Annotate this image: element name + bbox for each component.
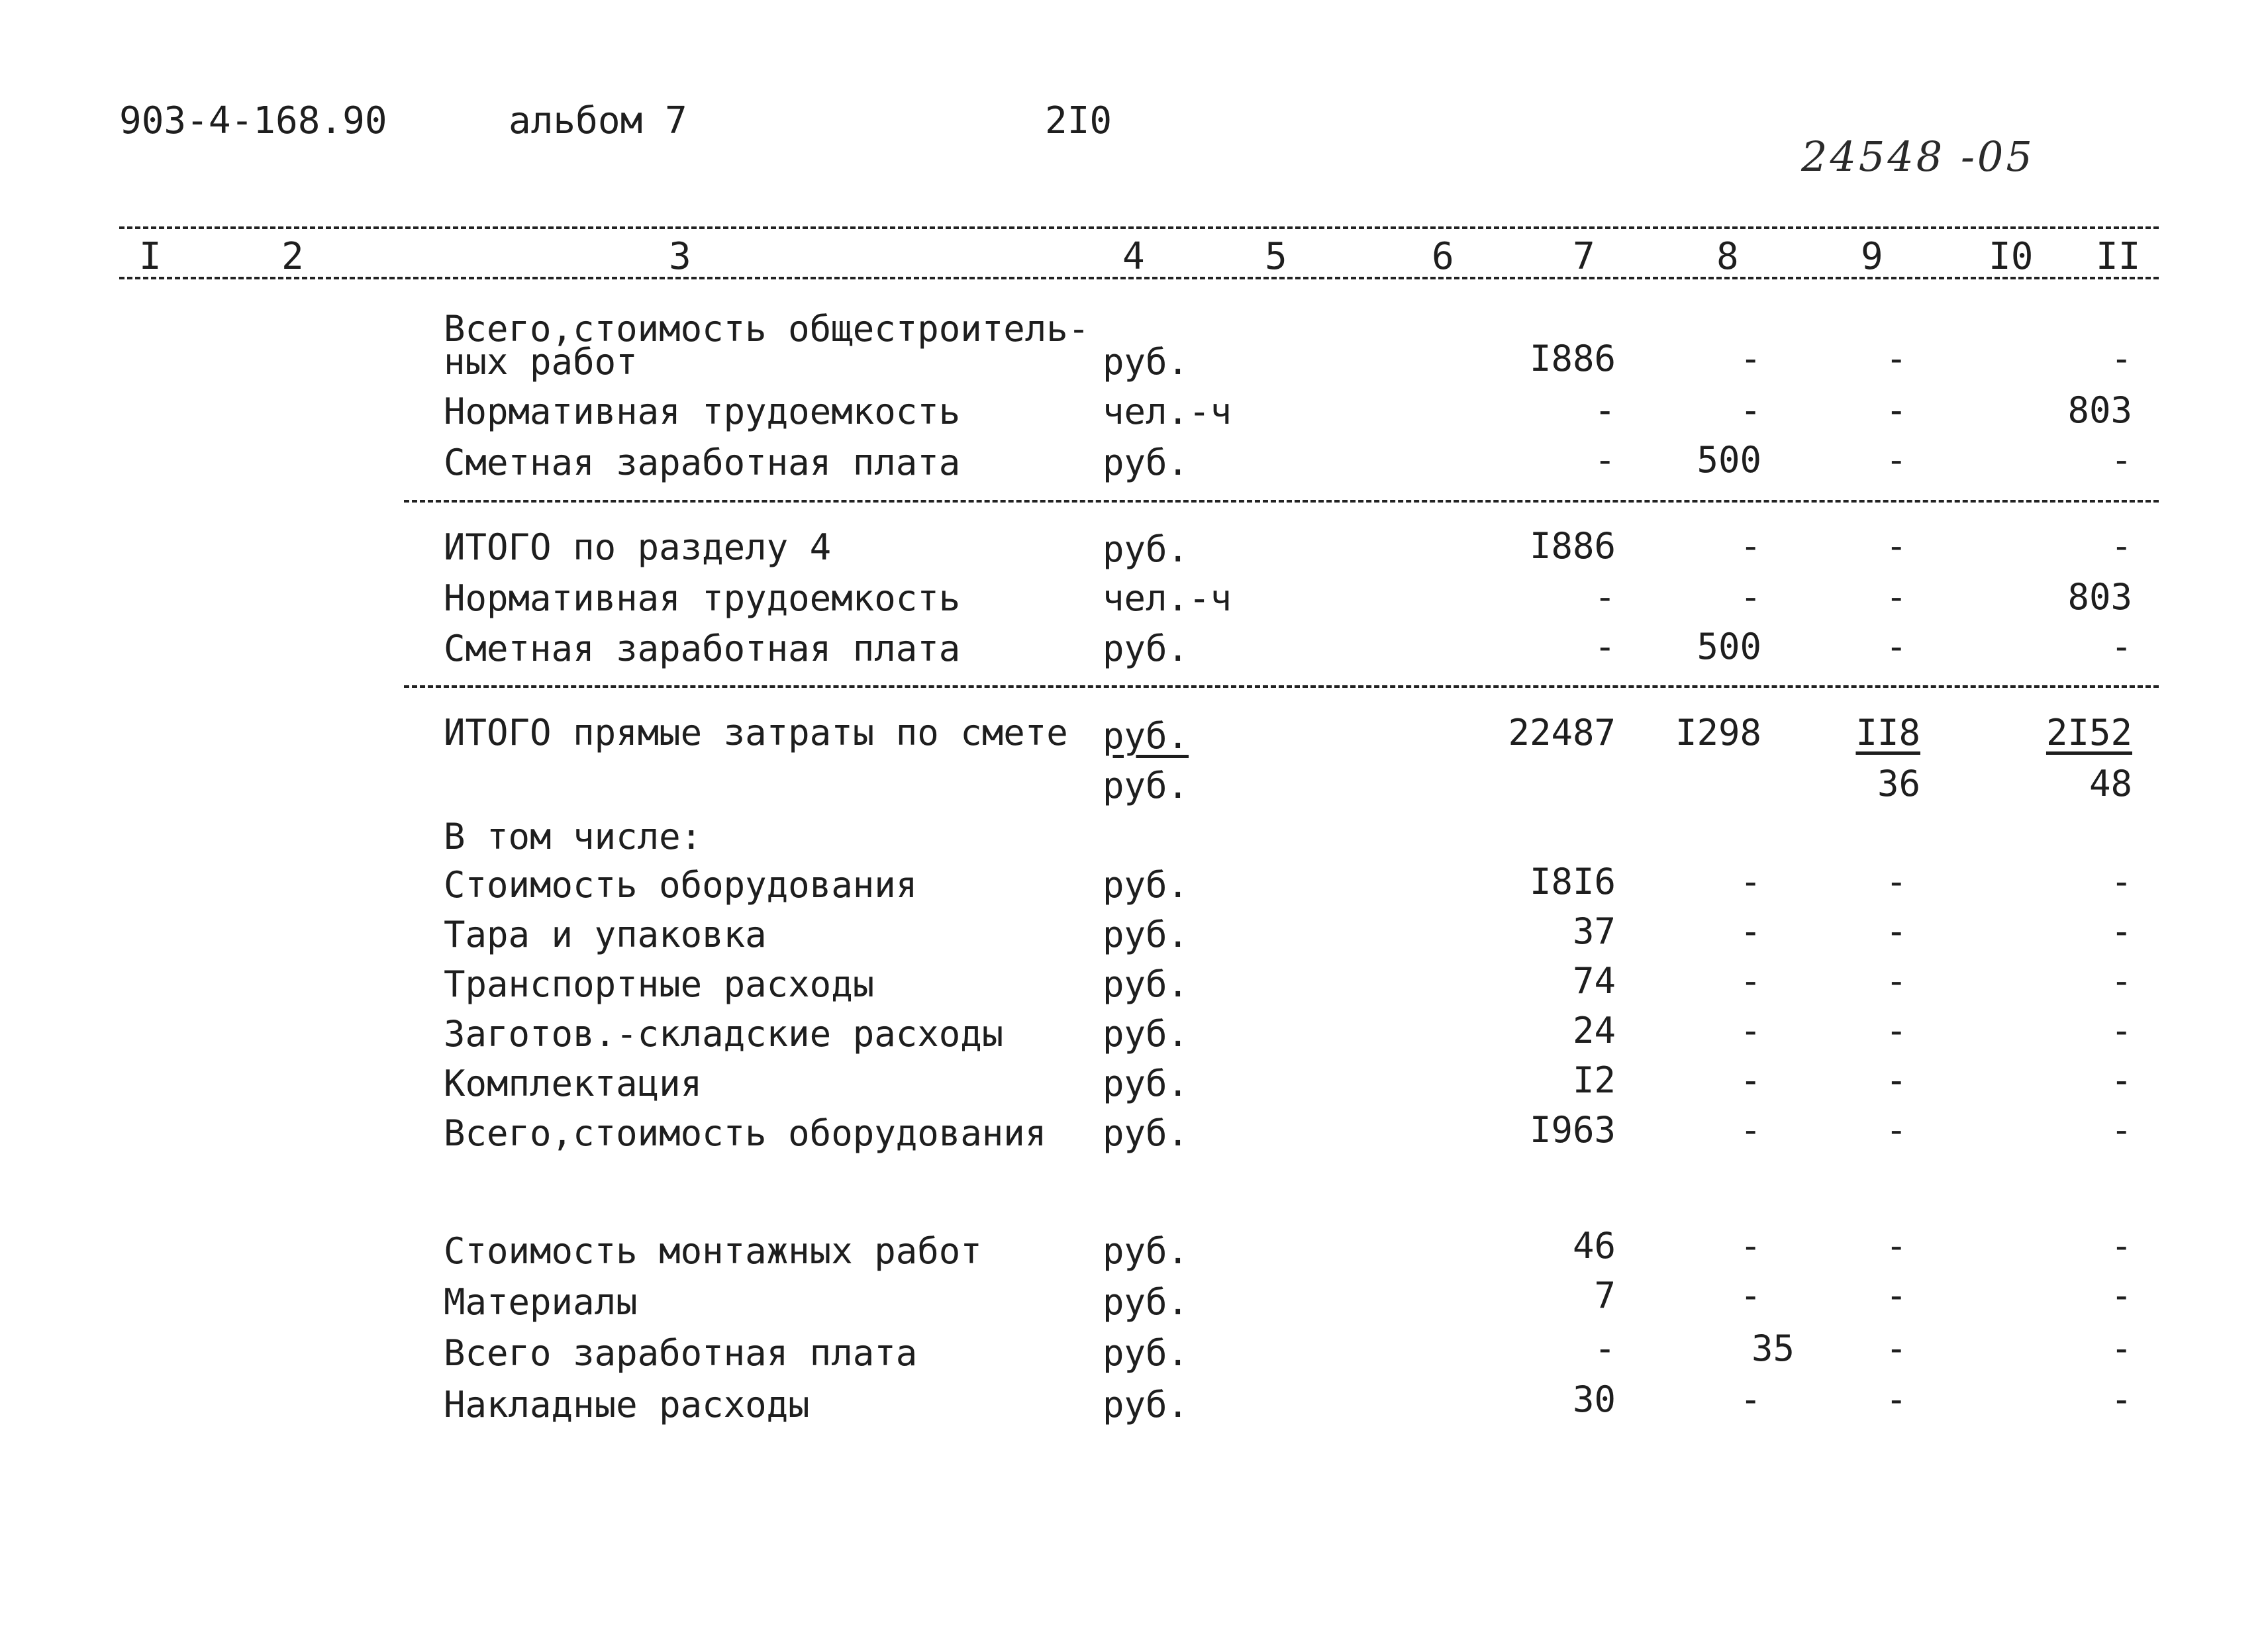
cell-col7: 24 bbox=[1572, 1010, 1616, 1051]
cell-col11: - bbox=[2110, 960, 2132, 1002]
section-separator bbox=[404, 500, 2159, 503]
cell-col8: - bbox=[1740, 1225, 1761, 1267]
cell-col8: - bbox=[1740, 525, 1761, 567]
row-label-line1: Всего,стоимость общестроитель- bbox=[444, 308, 1090, 350]
cell-col7: - bbox=[1594, 626, 1616, 667]
document-number: 903-4-168.90 bbox=[119, 99, 387, 142]
cell-col9: - bbox=[1885, 1225, 1907, 1267]
cell-col8: - bbox=[1740, 576, 1761, 618]
row-label: В том числе: bbox=[444, 816, 703, 857]
column-number: I bbox=[139, 235, 162, 278]
cell-col9: - bbox=[1885, 576, 1907, 618]
row-label: Сметная заработная плата bbox=[444, 628, 961, 669]
row-label: Нормативная трудоемкость bbox=[444, 577, 961, 619]
cell-col7: I2 bbox=[1572, 1059, 1616, 1101]
cell-col11: - bbox=[2110, 626, 2132, 667]
row-unit: руб. bbox=[1103, 1281, 1189, 1323]
cell-col9: - bbox=[1885, 1275, 1907, 1316]
row-label: Транспортные расходы bbox=[444, 963, 875, 1005]
row-unit: руб. bbox=[1103, 715, 1189, 757]
cell-col11: - bbox=[2110, 1225, 2132, 1267]
row-label: ИТОГО по разделу 4 bbox=[444, 526, 832, 568]
cell-col11: - bbox=[2110, 1010, 2132, 1051]
cell-col7: 46 bbox=[1572, 1225, 1616, 1267]
cell-col8: - bbox=[1740, 1010, 1761, 1051]
row-unit-secondary: руб. bbox=[1103, 765, 1189, 806]
cell-col7: 7 bbox=[1594, 1275, 1616, 1316]
album-label: альбом 7 bbox=[509, 99, 687, 142]
row-label: Тара и упаковка bbox=[444, 914, 767, 955]
row-unit: руб. bbox=[1103, 628, 1189, 669]
cell-col7: - bbox=[1594, 576, 1616, 618]
column-number: 3 bbox=[669, 235, 691, 278]
cell-col7: 30 bbox=[1572, 1378, 1616, 1420]
row-label-line2: ных работ bbox=[444, 341, 638, 383]
cell-col7: - bbox=[1594, 1328, 1616, 1369]
cell-col8: 35 bbox=[1751, 1328, 1795, 1369]
cell-col9: - bbox=[1885, 338, 1907, 379]
cell-col8: - bbox=[1740, 1109, 1761, 1151]
row-label: Стоимость монтажных работ bbox=[444, 1230, 982, 1272]
cell-col9: - bbox=[1885, 861, 1907, 902]
row-label: Стоимость оборудования bbox=[444, 864, 918, 906]
cell-col9: - bbox=[1885, 1378, 1907, 1420]
cell-col11: - bbox=[2110, 439, 2132, 481]
cell-col8: - bbox=[1740, 338, 1761, 379]
column-number: I0 bbox=[1989, 235, 2034, 278]
cell-col11: - bbox=[2110, 1378, 2132, 1420]
row-unit: руб. bbox=[1103, 341, 1189, 383]
row-unit: руб. bbox=[1103, 1384, 1189, 1425]
cell-col11: 2I52 bbox=[2046, 712, 2132, 753]
cell-col9: II8 bbox=[1855, 712, 1920, 753]
cell-col9: - bbox=[1885, 525, 1907, 567]
column-number: 5 bbox=[1265, 235, 1287, 278]
cell-col8: - bbox=[1740, 389, 1761, 431]
cell-col7: 22487 bbox=[1508, 712, 1616, 753]
cell-col7: 74 bbox=[1572, 960, 1616, 1002]
column-number: 9 bbox=[1861, 235, 1883, 278]
row-unit: руб. bbox=[1103, 442, 1189, 483]
column-number: 2 bbox=[281, 235, 304, 278]
cell-col9: - bbox=[1885, 626, 1907, 667]
cell-col8: - bbox=[1740, 1059, 1761, 1101]
column-number: 7 bbox=[1573, 235, 1595, 278]
cell-col9: - bbox=[1885, 1010, 1907, 1051]
handwritten-code: 24548 -05 bbox=[1801, 132, 2035, 181]
cell-col7: 37 bbox=[1572, 910, 1616, 952]
row-unit: чел.-ч bbox=[1103, 577, 1232, 619]
cell-col8: - bbox=[1740, 910, 1761, 952]
cell-col11: - bbox=[2110, 861, 2132, 902]
column-number: 4 bbox=[1122, 235, 1145, 278]
cell-col9: - bbox=[1885, 1109, 1907, 1151]
cell-col9: - bbox=[1885, 960, 1907, 1002]
row-unit: чел.-ч bbox=[1103, 391, 1232, 432]
cell-col9: - bbox=[1885, 439, 1907, 481]
cell-col11: - bbox=[2110, 1275, 2132, 1316]
section-separator bbox=[404, 685, 2159, 688]
cell-col8: I298 bbox=[1675, 712, 1761, 753]
cell-col7: I963 bbox=[1529, 1109, 1616, 1151]
row-label: Заготов.-складские расходы bbox=[444, 1013, 1004, 1055]
cell-col11: - bbox=[2110, 1328, 2132, 1369]
row-unit: руб. bbox=[1103, 528, 1189, 570]
cell-col9: - bbox=[1885, 389, 1907, 431]
cell-col9-secondary: 36 bbox=[1877, 763, 1920, 804]
cell-col11: - bbox=[2110, 1109, 2132, 1151]
page-number: 2I0 bbox=[1045, 99, 1112, 142]
row-label: Нормативная трудоемкость bbox=[444, 391, 961, 432]
column-number: 6 bbox=[1432, 235, 1454, 278]
cell-col11: 803 bbox=[2067, 576, 2132, 618]
row-unit: руб. bbox=[1103, 1230, 1189, 1272]
cell-col11: - bbox=[2110, 910, 2132, 952]
row-unit: руб. bbox=[1103, 1013, 1189, 1055]
row-label: Накладные расходы bbox=[444, 1384, 810, 1425]
row-unit: руб. bbox=[1103, 1112, 1189, 1154]
row-unit: руб. bbox=[1103, 963, 1189, 1005]
row-label: Материалы bbox=[444, 1281, 638, 1323]
row-label: Комплектация bbox=[444, 1063, 703, 1104]
header-top-rule bbox=[119, 226, 2159, 229]
column-number: 8 bbox=[1716, 235, 1739, 278]
cell-col8: - bbox=[1740, 861, 1761, 902]
cell-col7: - bbox=[1594, 439, 1616, 481]
row-label: Всего заработная плата bbox=[444, 1332, 918, 1374]
cell-col11: - bbox=[2110, 338, 2132, 379]
cell-col8: 500 bbox=[1697, 439, 1761, 481]
cell-col8: - bbox=[1740, 1378, 1761, 1420]
column-number: II bbox=[2096, 235, 2141, 278]
cell-col8: - bbox=[1740, 960, 1761, 1002]
row-unit: руб. bbox=[1103, 914, 1189, 955]
cell-col11-secondary: 48 bbox=[2089, 763, 2132, 804]
row-label: Всего,стоимость оборудования bbox=[444, 1112, 1047, 1154]
cell-col8: 500 bbox=[1697, 626, 1761, 667]
cell-col9: - bbox=[1885, 910, 1907, 952]
cell-col11: 803 bbox=[2067, 389, 2132, 431]
cell-col8: - bbox=[1740, 1275, 1761, 1316]
row-label: Сметная заработная плата bbox=[444, 442, 961, 483]
row-unit: руб. bbox=[1103, 1332, 1189, 1374]
row-unit: руб. bbox=[1103, 1063, 1189, 1104]
cell-col11: - bbox=[2110, 525, 2132, 567]
cell-col9: - bbox=[1885, 1059, 1907, 1101]
cell-col7: - bbox=[1594, 389, 1616, 431]
row-unit: руб. bbox=[1103, 864, 1189, 906]
cell-col7: I886 bbox=[1529, 338, 1616, 379]
cell-col11: - bbox=[2110, 1059, 2132, 1101]
cell-col7: I8I6 bbox=[1529, 861, 1616, 902]
row-label: ИТОГО прямые затраты по смете bbox=[444, 712, 1068, 753]
cell-col9: - bbox=[1885, 1328, 1907, 1369]
cell-col7: I886 bbox=[1529, 525, 1616, 567]
